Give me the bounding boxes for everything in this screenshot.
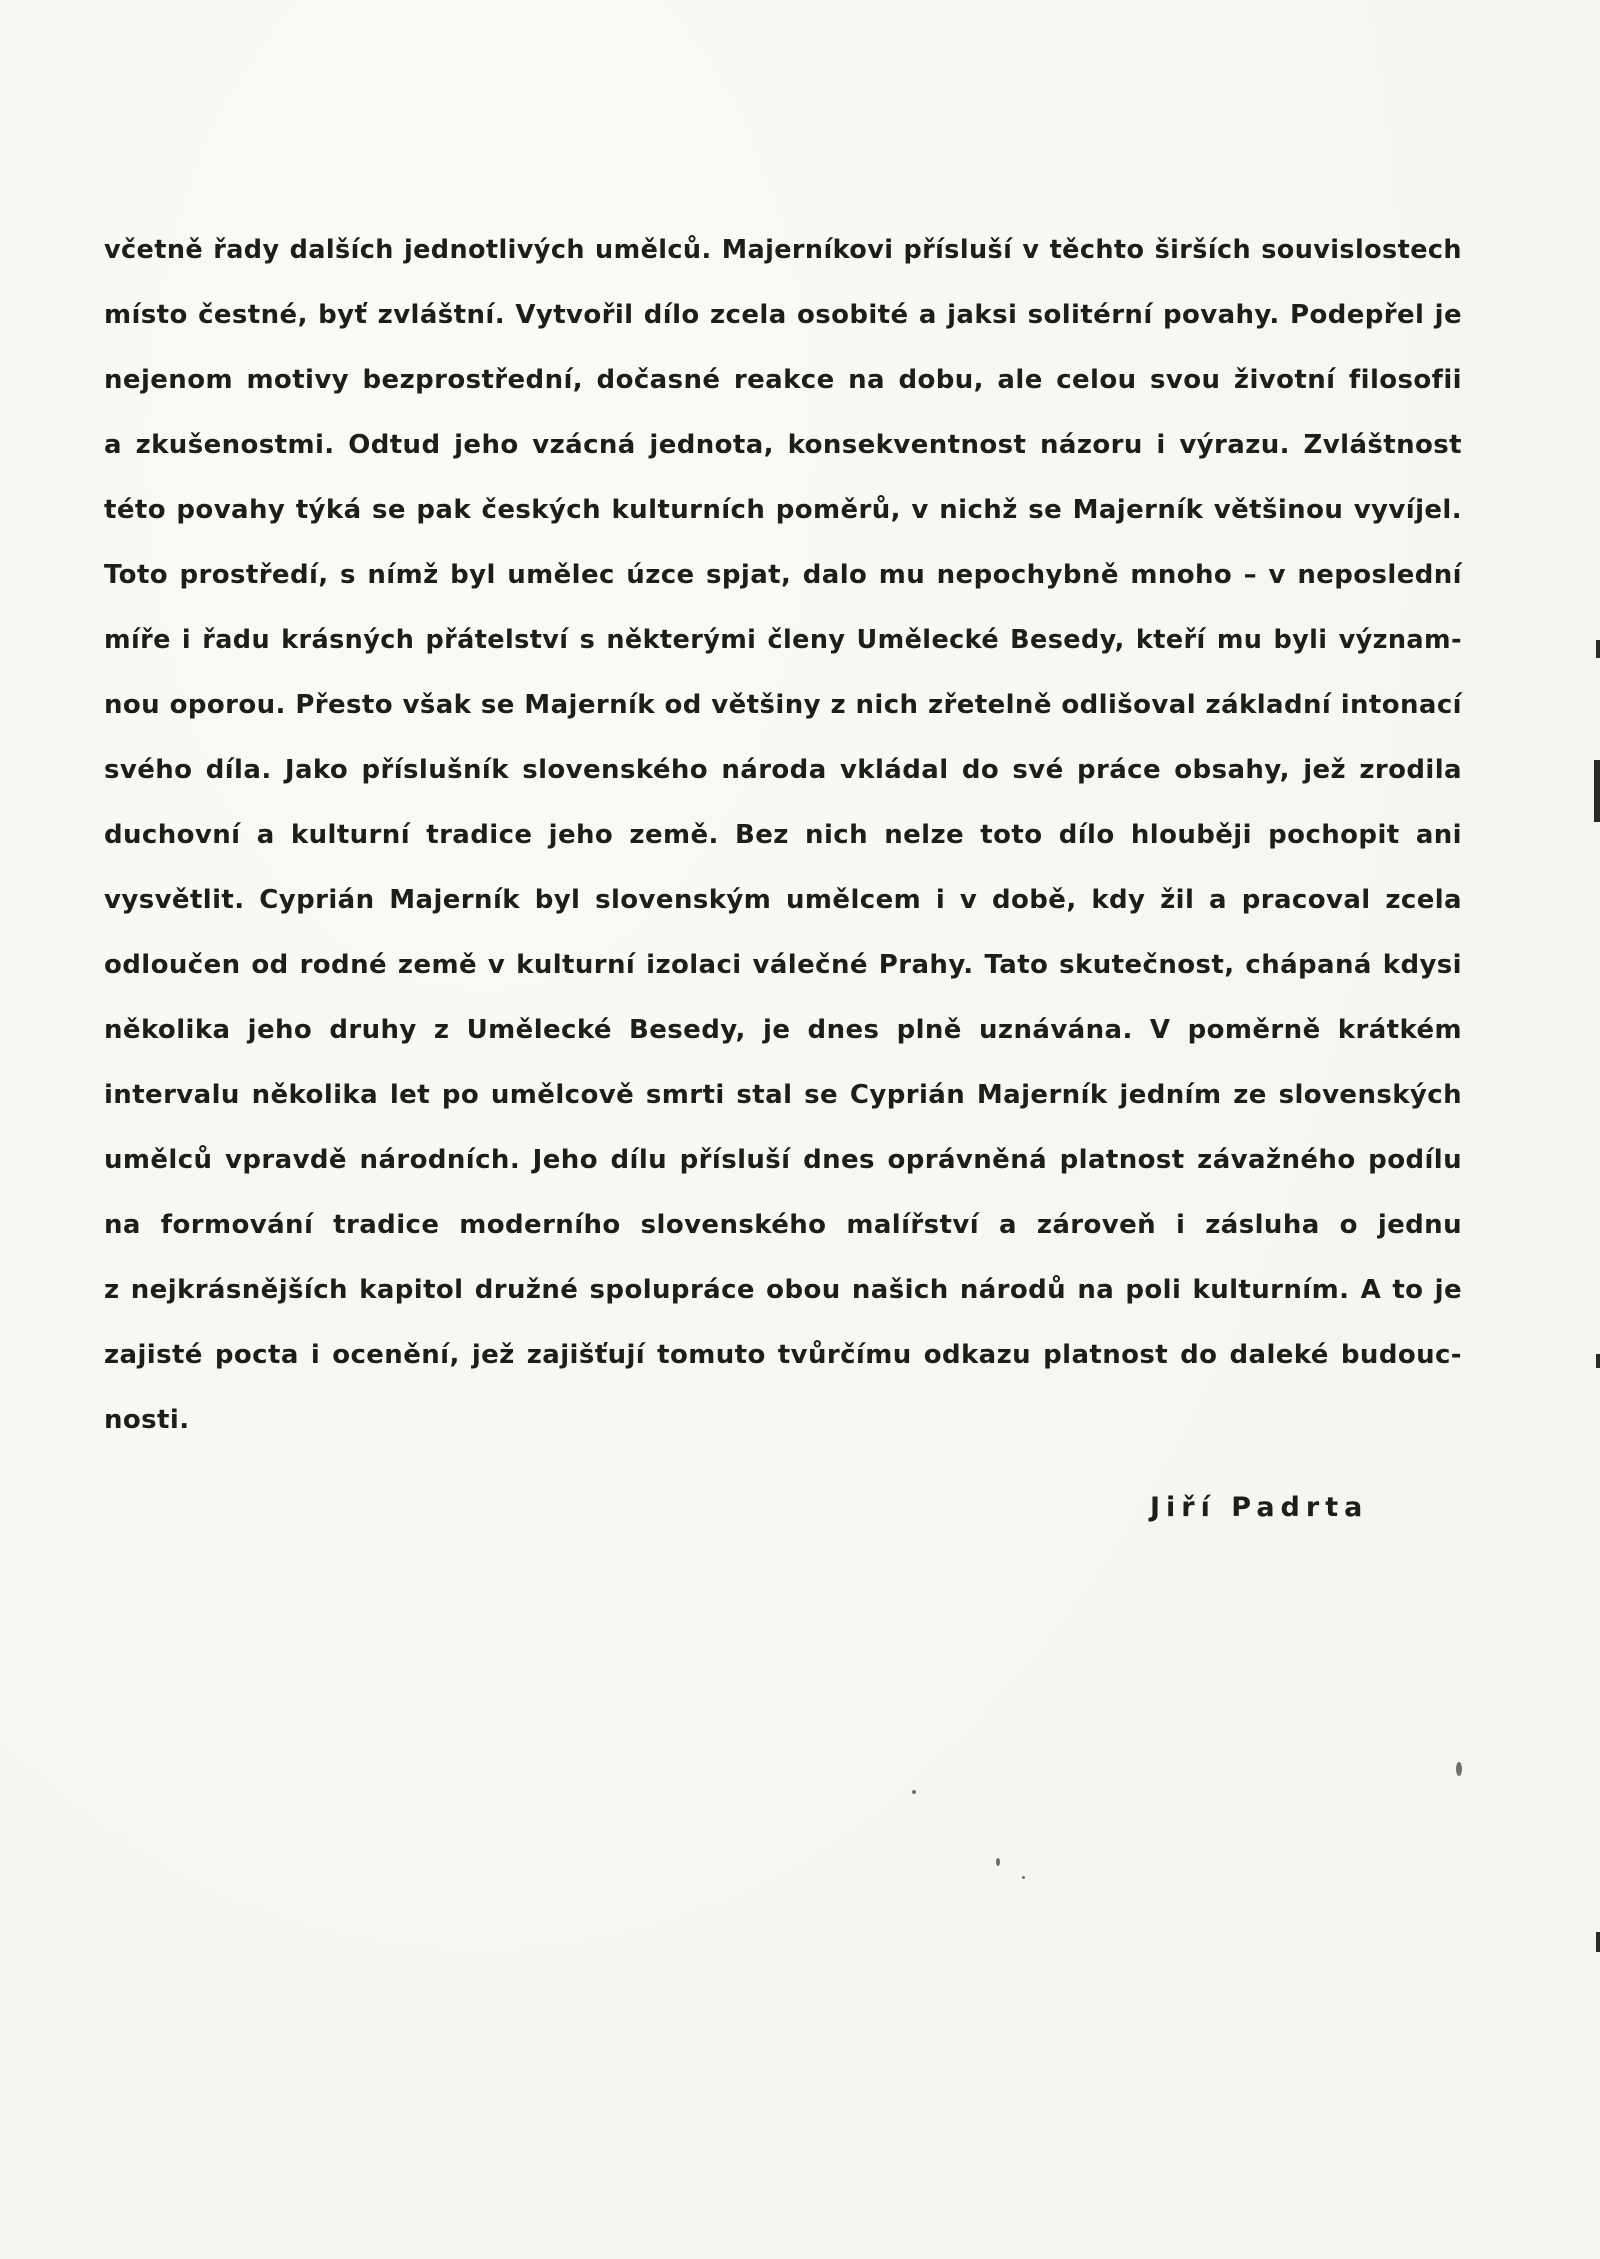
text-line: odloučen od rodné země v kulturní izolaci válečné Prahy. Tato skutečnost, chápaná kdysi [104,950,1462,980]
text-line: na formování tradice moderního slovenského malířství a zároveň i zásluha o jednu [104,1210,1462,1240]
paper-speck [1022,1876,1025,1879]
text-line: umělců vpravdě národních. Jeho dílu přísluší dnes oprávněná platnost závažného podílu [104,1145,1462,1175]
text-line: svého díla. Jako příslušník slovenského národa vkládal do své práce obsahy, jež zrodila [104,755,1462,785]
paper-speck [996,1858,1000,1866]
text-line: a zkušenostmi. Odtud jeho vzácná jednota, konsekventnost názoru i výrazu. Zvláštnost [104,430,1462,460]
scan-edge-mark [1596,1932,1600,1952]
scan-edge-mark [1596,1354,1600,1368]
text-line: vysvětlit. Cyprián Majerník byl slovenským umělcem i v době, kdy žil a pracoval zcela [104,885,1462,915]
text-line: včetně řady dalších jednotlivých umělců. Majerníkovi přísluší v těchto širších souvislostech [104,235,1462,265]
paper-speck [912,1790,916,1794]
scan-edge-mark [1596,640,1600,658]
text-line: místo čestné, byť zvláštní. Vytvořil dílo zcela osobité a jaksi solitérní povahy. Podepřel je [104,300,1462,330]
text-line: míře i řadu krásných přátelství s některými členy Umělecké Besedy, kteří mu byli význam- [104,625,1462,655]
text-line: nejenom motivy bezprostřední, dočasné reakce na dobu, ale celou svou životní filosofii [104,365,1462,395]
text-line: zajisté pocta i ocenění, jež zajišťují tomuto tvůrčímu odkazu platnost do daleké budouc- [104,1340,1462,1370]
text-line: intervalu několika let po umělcově smrti stal se Cyprián Majerník jedním ze slovenských [104,1080,1462,1110]
text-line: duchovní a kulturní tradice jeho země. Bez nich nelze toto dílo hlouběji pochopit ani [104,820,1462,850]
scan-edge-mark [1594,760,1600,822]
text-line: z nejkrásnějších kapitol družné spolupráce obou našich národů na poli kulturním. A to je [104,1275,1462,1305]
text-line: nou oporou. Přesto však se Majerník od většiny z nich zřetelně odlišoval základní intonací [104,690,1462,720]
author-signature: Jiří Padrta [1150,1492,1369,1523]
text-line-last: nosti. [104,1405,190,1435]
body-text [104,218,1462,1453]
text-line: Toto prostředí, s nímž byl umělec úzce spjat, dalo mu nepochybně mnoho – v neposlední [104,560,1462,590]
text-line: několika jeho druhy z Umělecké Besedy, je dnes plně uznávána. V poměrně krátkém [104,1015,1462,1045]
paper-speck [1456,1762,1462,1776]
text-line: této povahy týká se pak českých kulturních poměrů, v nichž se Majerník většinou vyvíjel. [104,495,1462,525]
